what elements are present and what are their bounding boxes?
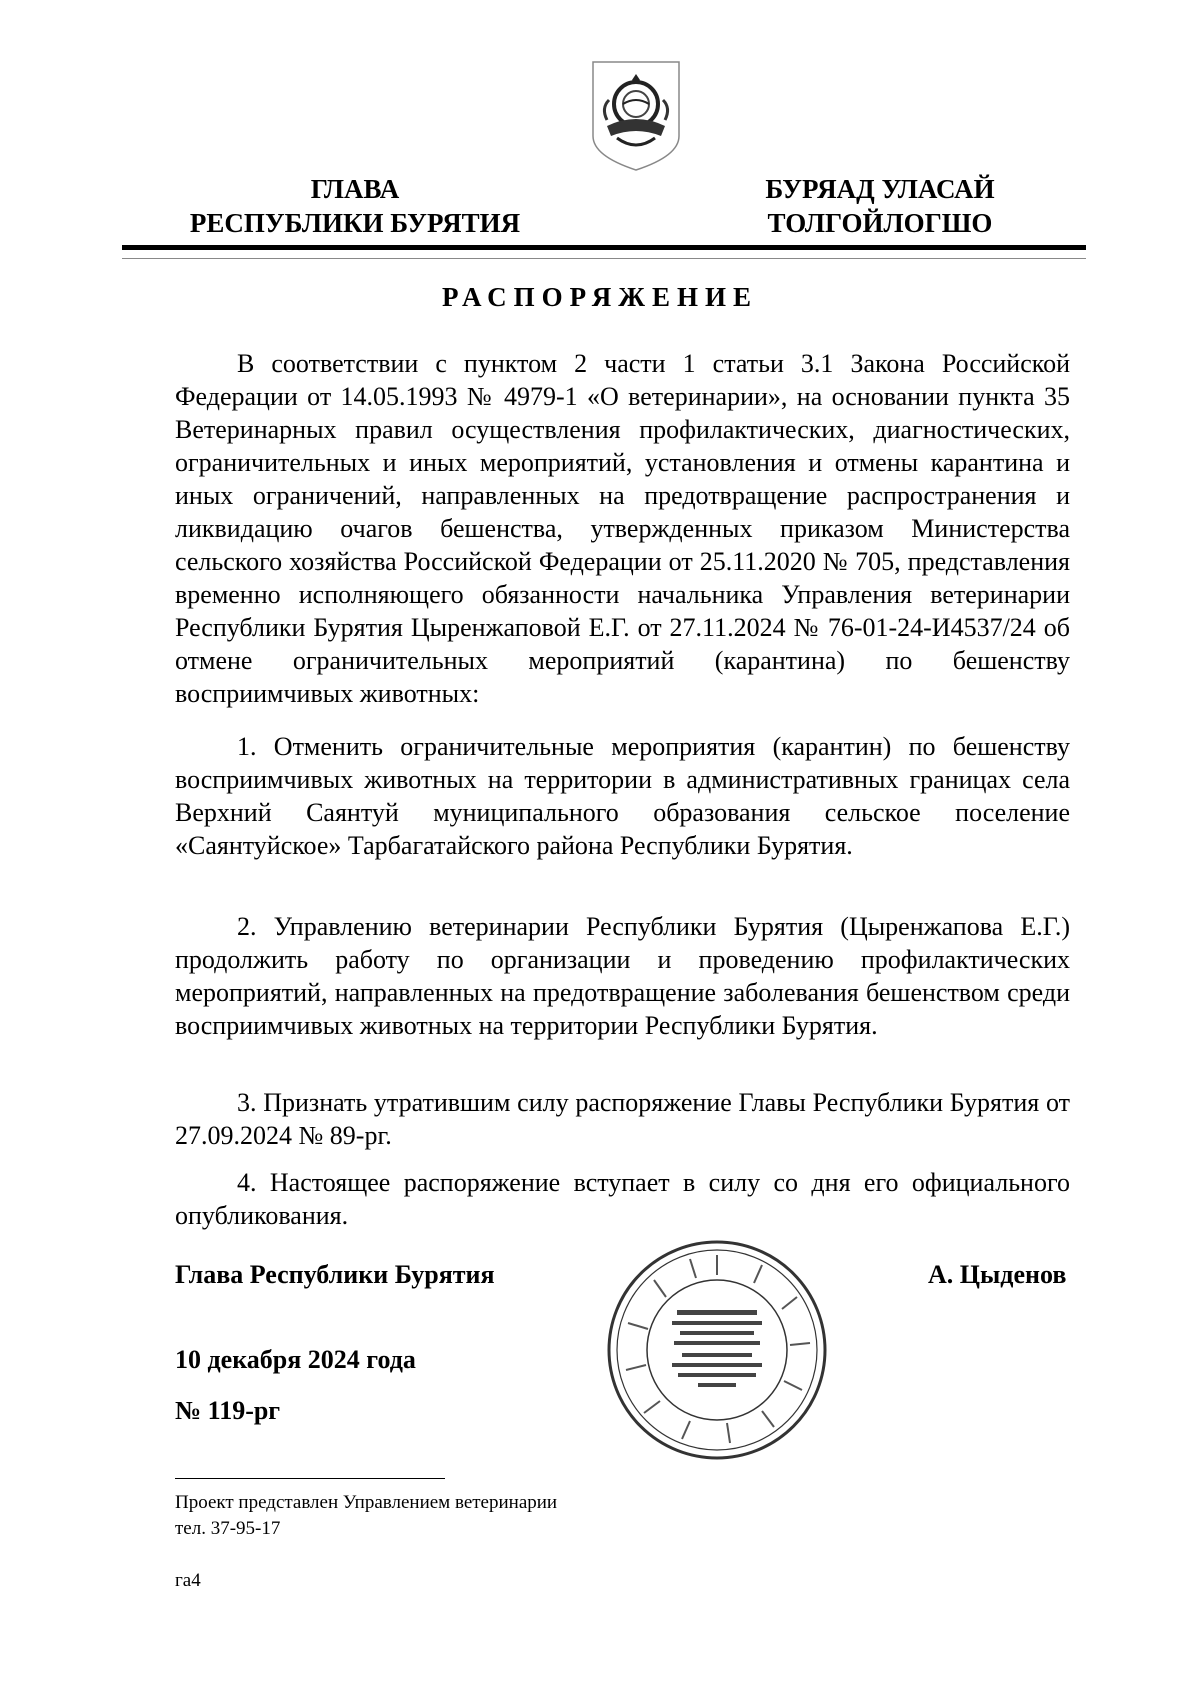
item-1-paragraph: 1. Отменить ограничительные мероприятия (карантин) по бешенству восприимчивых животных на территории в административных границах села Верхний Саянтуй муниципального образования сельское поселение «Саянтуйское» Тарбагатайского района Республики Бурятия. (175, 732, 1070, 860)
header-left-line2: РЕСПУБЛИКИ БУРЯТИЯ (189, 208, 521, 238)
header-right (700, 172, 1060, 240)
footnote-line2: тел. 37-95-17 (175, 1518, 281, 1539)
document-date: 10 декабря 2024 года (175, 1345, 416, 1374)
item-4-paragraph: 4. Настоящее распоряжение вступает в силу со дня его официального опубликования. (175, 1168, 1070, 1230)
signature-name: А. Цыденов (928, 1260, 1067, 1289)
header-divider-thick (122, 245, 1086, 250)
footnote-line1: Проект представлен Управлением ветеринарии (175, 1492, 558, 1513)
header-left-line1: ГЛАВА (310, 174, 400, 204)
header-left (160, 172, 550, 240)
item-2-paragraph: 2. Управлению ветеринарии Республики Бурятия (Цыренжапова Е.Г.) продолжить работу по организации и проведению профилактических мероприятий, направленных на предотвращение заболевания бешенством среди восприимчивых животных на территории Республики Бурятия. (175, 912, 1070, 1040)
header-right-line1: БУРЯАД УЛАСАЙ (765, 174, 995, 204)
footnote-code: га4 (175, 1570, 201, 1591)
official-seal-stamp (602, 1235, 832, 1465)
preamble-paragraph: В соответствии с пунктом 2 части 1 статьи 3.1 Закона Российской Федерации от 14.05.1993 № 4979-1 «О ветеринарии», на основании пункта 35 Ветеринарных правил осуществления профилактических, диагностических, ограничительных и иных мероприятий, установления и отмены карантина и иных ограничений, направленных на предотвращение распространения и ликвидацию очагов бешенства, утвержденных приказом Министерства сельского хозяйства Российской Федерации от 25.11.2020 № 705, представления временно исполняющего обязанности начальника Управления ветеринарии Республики Бурятия Цыренжаповой Е.Г. от 27.11.2024 № 76-01-24-И4537/24 об отмене ограничительных мероприятий (карантина) по бешенству восприимчивых животных: (175, 349, 1070, 708)
footnote-divider (175, 1478, 445, 1479)
signature-position: Глава Республики Бурятия (175, 1260, 495, 1289)
header-divider-thin (122, 258, 1086, 259)
document-title: РАСПОРЯЖЕНИЕ (441, 282, 759, 312)
document-number: № 119-рг (175, 1396, 281, 1425)
header-right-line2: ТОЛГОЙЛОГШО (767, 208, 993, 238)
coat-of-arms-emblem (587, 56, 685, 174)
item-3-paragraph: 3. Признать утратившим силу распоряжение Главы Республики Бурятия от 27.09.2024 № 89-рг. (175, 1088, 1070, 1150)
